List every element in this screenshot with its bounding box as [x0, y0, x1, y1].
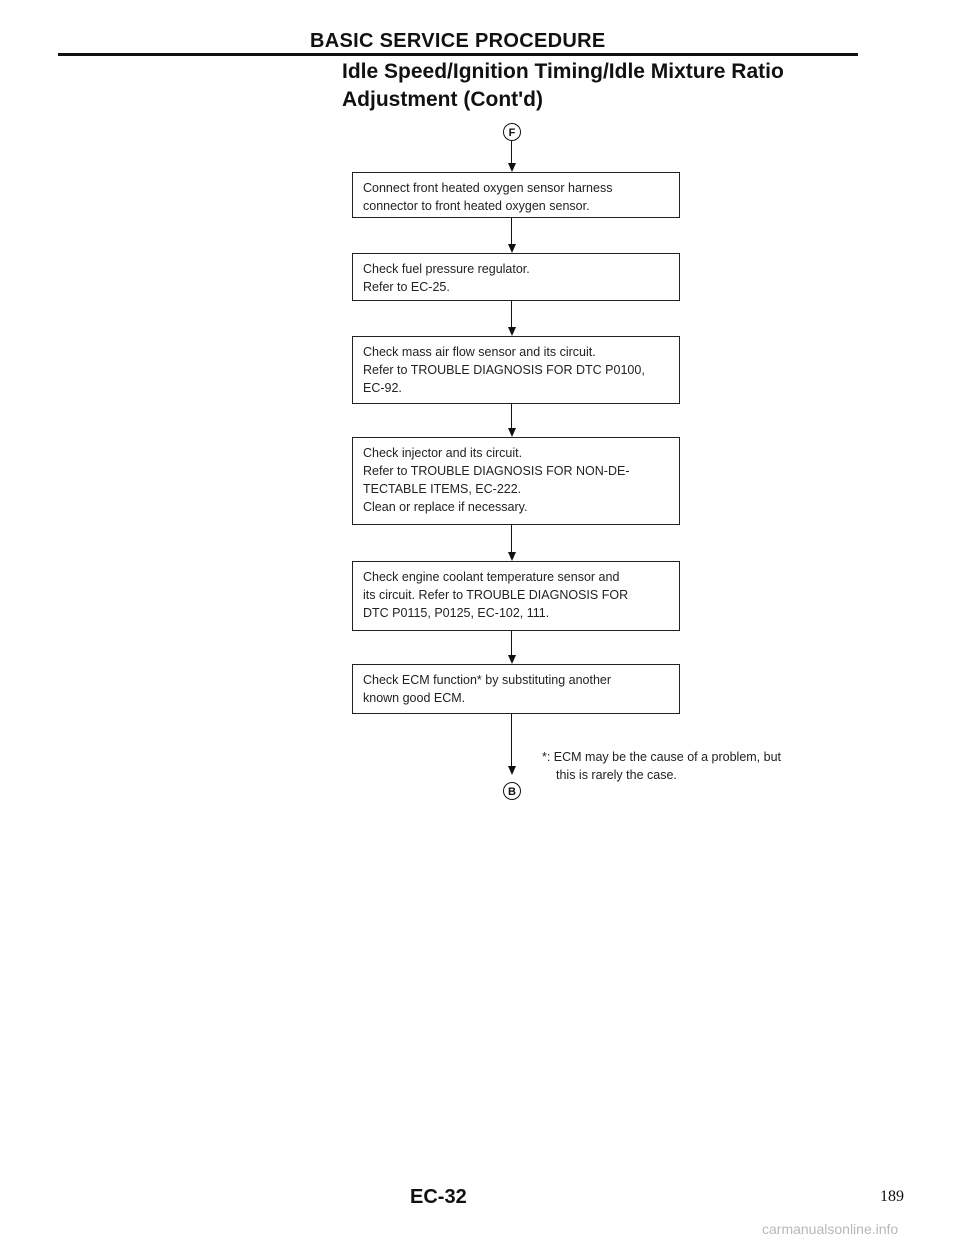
flow-step-5 [352, 561, 680, 631]
step-text-line: Check mass air flow sensor and its circuit. [363, 345, 596, 359]
flow-arrow-head [508, 428, 516, 437]
step-text-line: EC-92. [363, 381, 402, 395]
end-connector: B [503, 782, 521, 800]
watermark: carmanualsonline.info [762, 1221, 899, 1237]
page-heading-line-2: Adjustment (Cont'd) [342, 88, 543, 111]
flow-arrow-line [511, 218, 512, 245]
flow-step-1 [352, 172, 680, 218]
flow-step-6 [352, 664, 680, 714]
step-text-line: Refer to TROUBLE DIAGNOSIS FOR DTC P0100, [363, 363, 645, 377]
page-heading [342, 58, 862, 114]
footnote-line: this is rarely the case. [556, 768, 677, 782]
flow-arrow-line [511, 141, 512, 164]
step-text-line: Check fuel pressure regulator. [363, 262, 530, 276]
page-heading-line-1: Idle Speed/Ignition Timing/Idle Mixture Ratio [342, 60, 784, 83]
flow-arrow-head [508, 655, 516, 664]
flow-step-4 [352, 437, 680, 525]
flow-arrow-line [511, 714, 512, 767]
flow-arrow-head [508, 327, 516, 336]
flow-step-2 [352, 253, 680, 301]
flow-arrow-line [511, 631, 512, 656]
step-text-line: TECTABLE ITEMS, EC-222. [363, 482, 522, 496]
step-text-line: Connect front heated oxygen sensor harness [363, 181, 613, 195]
footnote-line: *: ECM may be the cause of a problem, but [542, 750, 782, 764]
flow-step-3 [352, 336, 680, 404]
step-text-line: Refer to EC-25. [363, 280, 450, 294]
flow-arrow-line [511, 525, 512, 553]
page-code: EC-32 [410, 1186, 467, 1208]
step-text-line: connector to front heated oxygen sensor. [363, 199, 590, 213]
flow-arrow-line [511, 404, 512, 429]
step-text-line: known good ECM. [363, 691, 466, 705]
flow-arrow-head [508, 766, 516, 775]
flow-arrow-line [511, 301, 512, 328]
footnote [542, 748, 781, 784]
page-number: 189 [880, 1188, 904, 1205]
flow-arrow-head [508, 163, 516, 172]
step-text-line: Clean or replace if necessary. [363, 500, 528, 514]
flow-arrow-head [508, 244, 516, 253]
step-text-line: its circuit. Refer to TROUBLE DIAGNOSIS FOR [363, 588, 629, 602]
step-text-line: DTC P0115, P0125, EC-102, 111. [363, 606, 550, 620]
step-text-line: Check ECM function* by substituting another [363, 673, 612, 687]
section-title: BASIC SERVICE PROCEDURE [310, 30, 606, 52]
step-text-line: Check injector and its circuit. [363, 446, 523, 460]
flow-arrow-head [508, 552, 516, 561]
start-connector: F [503, 123, 521, 141]
step-text-line: Refer to TROUBLE DIAGNOSIS FOR NON-DE- [363, 464, 630, 478]
header-rule [58, 53, 858, 56]
step-text-line: Check engine coolant temperature sensor and [363, 570, 620, 584]
